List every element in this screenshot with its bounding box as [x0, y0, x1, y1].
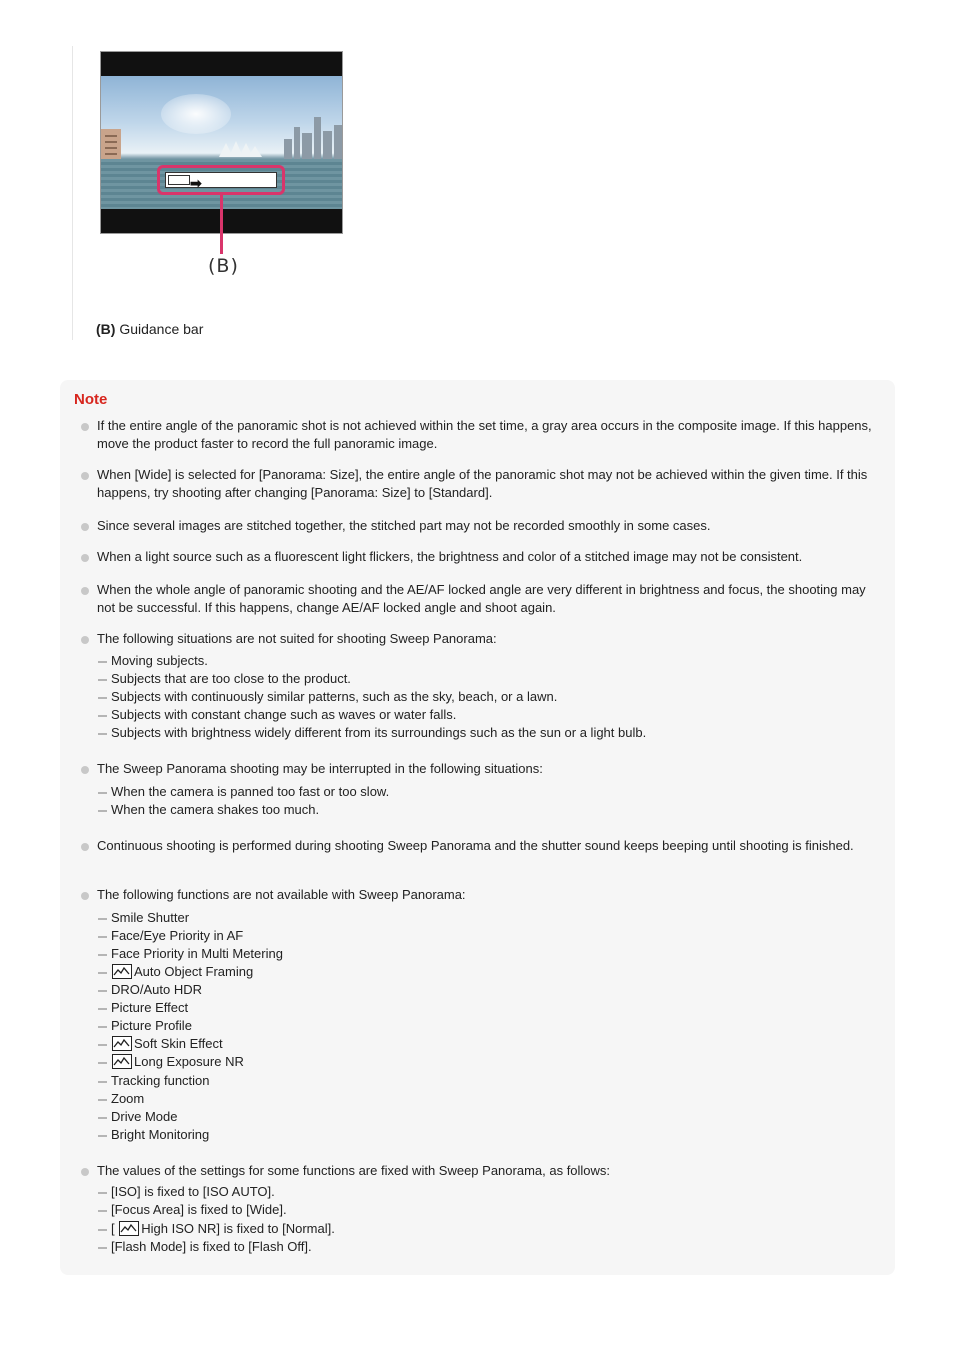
dash-icon	[98, 936, 107, 938]
note-item-text: The Sweep Panorama shooting may be interrupted in the following situations:	[97, 761, 543, 776]
still-image-icon	[119, 1221, 139, 1236]
note-sub-item-text: Picture Profile	[111, 1018, 192, 1033]
note-sub-item-text: [ISO] is fixed to [ISO AUTO].	[111, 1184, 275, 1199]
still-image-icon	[112, 1036, 132, 1051]
dash-icon	[98, 1026, 107, 1028]
dash-icon	[98, 918, 107, 920]
note-sub-item-text: High ISO NR] is fixed to [Normal].	[141, 1221, 335, 1236]
callout-line	[220, 194, 223, 254]
figure-caption	[96, 321, 203, 337]
dash-icon	[98, 1210, 107, 1212]
note-sub-item	[98, 963, 253, 981]
dash-icon	[98, 972, 107, 974]
dash-icon	[98, 810, 107, 812]
opera-house	[219, 141, 263, 157]
note-sub-item	[98, 724, 646, 742]
note-sub-item	[98, 909, 189, 927]
note-sub-item	[98, 801, 319, 819]
dash-icon	[98, 990, 107, 992]
dash-icon	[98, 1044, 107, 1046]
bullet-icon	[81, 472, 89, 480]
note-box	[60, 380, 895, 1275]
note-sub-item	[98, 1090, 144, 1108]
note-sub-item-text: [Flash Mode] is fixed to [Flash Off].	[111, 1239, 312, 1254]
dash-icon	[98, 1099, 107, 1101]
note-sub-item	[98, 1183, 275, 1201]
note-sub-item-text: Face Priority in Multi Metering	[111, 946, 283, 961]
note-sub-item-text: Subjects with brightness widely different from its surroundings such as the sun or a light bulb.	[111, 725, 647, 740]
bullet-icon	[81, 843, 89, 851]
note-item-text: The following functions are not available with Sweep Panorama:	[97, 887, 466, 902]
dash-icon	[98, 1081, 107, 1083]
still-image-icon	[112, 964, 132, 979]
bullet-icon	[81, 523, 89, 531]
dash-icon	[98, 1062, 107, 1064]
dash-icon	[98, 733, 107, 735]
note-sub-item	[98, 1238, 312, 1256]
dash-icon	[98, 1247, 107, 1249]
note-sub-item-text: Drive Mode	[111, 1109, 178, 1124]
note-sub-item-text: Long Exposure NR	[134, 1054, 244, 1069]
note-title: Note	[74, 391, 108, 408]
note-sub-item-text: Bright Monitoring	[111, 1127, 210, 1142]
note-item-text: Since several images are stitched together, the stitched part may not be recorded smoothly in some cases.	[97, 518, 711, 533]
bullet-icon	[81, 892, 89, 900]
note-sub-item-text: Smile Shutter	[111, 910, 190, 925]
note-sub-item-text: Tracking function	[111, 1073, 210, 1088]
note-sub-item-text: Subjects with constant change such as waves or water falls.	[111, 707, 457, 722]
note-item-text: Continuous shooting is performed during shooting Sweep Panorama and the shutter sound keeps beeping until shooting is finished.	[97, 838, 854, 853]
bullet-icon	[81, 587, 89, 595]
city-skyline	[282, 111, 342, 161]
caption-label: (B)	[96, 321, 116, 337]
note-sub-item-text: Face/Eye Priority in AF	[111, 928, 244, 943]
note-sub-item	[98, 981, 202, 999]
note-sub-item	[98, 1053, 244, 1071]
note-item-text: When a light source such as a fluorescent light flickers, the brightness and color of a stitched image may not be consistent.	[97, 549, 803, 564]
note-item-text: The following situations are not suited for shooting Sweep Panorama:	[97, 631, 497, 646]
callout-label: (B)	[208, 255, 239, 277]
bullet-icon	[81, 1168, 89, 1176]
note-sub-item	[98, 1108, 177, 1126]
right-arrow-icon: ➡	[190, 175, 202, 191]
left-rule	[72, 46, 73, 340]
note-sub-item-text: Auto Object Framing	[134, 964, 254, 979]
note-sub-item-text: [Focus Area] is fixed to [Wide].	[111, 1202, 287, 1217]
note-sub-item	[98, 1017, 192, 1035]
note-sub-item	[98, 1126, 209, 1144]
note-item-text: If the entire angle of the panoramic shot is not achieved within the set time, a gray area occurs in the composite image. If this happens, move the product faster to record the full panoramic image.	[97, 418, 872, 451]
note-sub-item	[98, 999, 188, 1017]
bullet-icon	[81, 423, 89, 431]
note-sub-item	[98, 927, 243, 945]
note-sub-item	[98, 945, 283, 963]
dash-icon	[98, 1008, 107, 1010]
note-sub-item	[98, 1201, 287, 1219]
bullet-icon	[81, 766, 89, 774]
note-sub-item-text: Soft Skin Effect	[134, 1036, 223, 1051]
note-item-text: The values of the settings for some functions are fixed with Sweep Panorama, as follows:	[97, 1163, 611, 1178]
note-sub-item-text: Subjects with continuously similar patterns, such as the sky, beach, or a lawn.	[111, 689, 558, 704]
bullet-icon	[81, 636, 89, 644]
dash-icon	[98, 679, 107, 681]
note-sub-item	[98, 706, 456, 724]
dash-icon	[98, 954, 107, 956]
note-sub-item	[98, 670, 351, 688]
dash-icon	[98, 1135, 107, 1137]
guidance-bar	[157, 165, 285, 195]
note-sub-item	[98, 1072, 210, 1090]
note-sub-item	[98, 652, 208, 670]
dash-icon	[98, 1117, 107, 1119]
still-image-icon	[112, 1054, 132, 1069]
sub-item-prefix: [	[111, 1221, 119, 1236]
dash-icon	[98, 697, 107, 699]
note-sub-item	[98, 688, 557, 706]
note-item-text: When [Wide] is selected for [Panorama: Size], the entire angle of the panoramic shot may not be achieved within the given time. If this happens, try shooting after changing [Panorama: Size] to [Standard].	[97, 467, 868, 500]
dash-icon	[98, 715, 107, 717]
note-sub-item	[98, 1035, 223, 1053]
note-sub-item-text: Moving subjects.	[111, 653, 208, 668]
note-sub-item-text: Zoom	[111, 1091, 145, 1106]
note-sub-item	[98, 1220, 335, 1238]
note-sub-item-text: Subjects that are too close to the product.	[111, 671, 351, 686]
dash-icon	[98, 1192, 107, 1194]
note-item-text: When the whole angle of panoramic shooting and the AE/AF locked angle are very different in brightness and focus, the shooting may not be successful. If this happens, change AE/AF locked angle and shoot again.	[97, 582, 866, 615]
note-sub-item-text: When the camera is panned too fast or too slow.	[111, 784, 390, 799]
note-sub-item	[98, 783, 389, 801]
dash-icon	[98, 1229, 107, 1231]
dash-icon	[98, 661, 107, 663]
note-sub-item-text: Picture Effect	[111, 1000, 189, 1015]
dash-icon	[98, 792, 107, 794]
note-sub-item-text: When the camera shakes too much.	[111, 802, 320, 817]
caption-text: Guidance bar	[115, 321, 204, 337]
bullet-icon	[81, 554, 89, 562]
note-sub-item-text: DRO/Auto HDR	[111, 982, 203, 997]
